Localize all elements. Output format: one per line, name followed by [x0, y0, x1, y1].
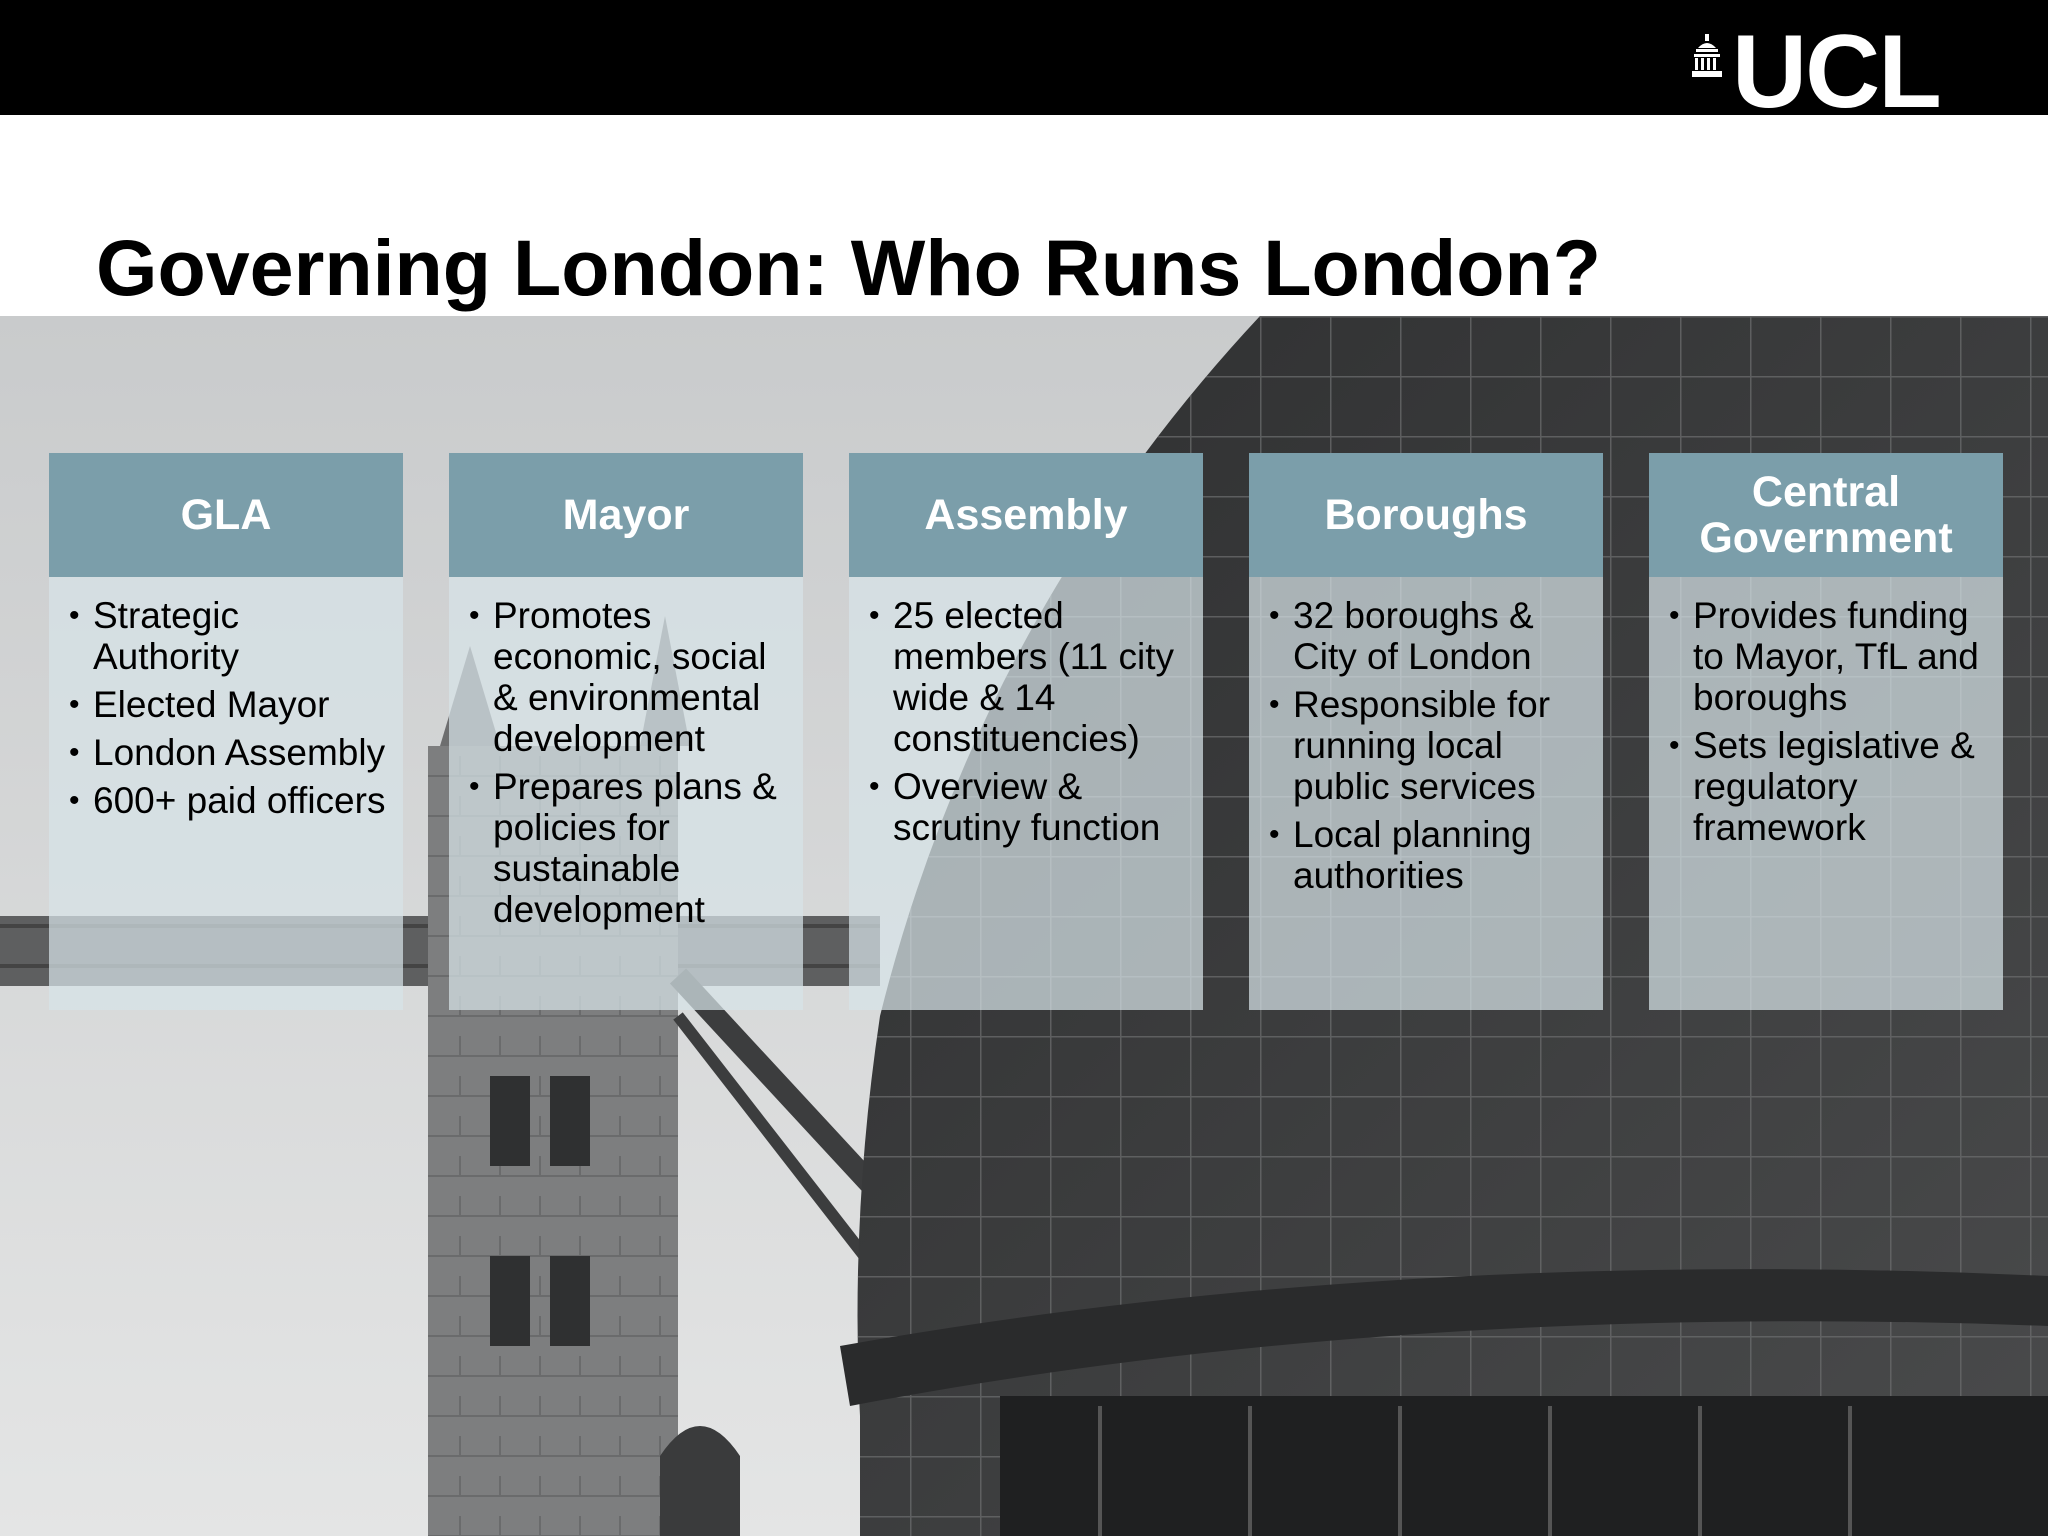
bullet-list [869, 595, 1193, 848]
ucl-logo [1692, 14, 1984, 130]
card-heading: Mayor [449, 453, 803, 577]
list-item: • Elected Mayor [69, 684, 393, 725]
slide-title: Governing London: Who Runs London? [96, 223, 1602, 312]
list-item: • Overview & scrutiny function [869, 766, 1193, 848]
card-body [1249, 577, 1603, 1010]
card-central-government [1649, 453, 2003, 1010]
bullet-list [469, 595, 793, 930]
list-item: • 25 elected members (11 city wide & 14 constituencies) [869, 595, 1193, 759]
list-item: • Sets legislative & regulatory framework [1669, 725, 1993, 848]
bullet-list [1669, 595, 1993, 848]
list-item: • Responsible for running local public services [1269, 684, 1593, 807]
list-item: • Local planning authorities [1269, 814, 1593, 896]
bullet-list [69, 595, 393, 821]
card-heading: Central Government [1649, 453, 2003, 577]
card-assembly [849, 453, 1203, 1010]
list-item: • 600+ paid officers [69, 780, 393, 821]
card-mayor [449, 453, 803, 1010]
card-heading: Assembly [849, 453, 1203, 577]
list-item: • London Assembly [69, 732, 393, 773]
bullet-list [1269, 595, 1593, 896]
card-gla [49, 453, 403, 1010]
list-item: • 32 boroughs & City of London [1269, 595, 1593, 677]
list-item: • Provides funding to Mayor, TfL and boroughs [1669, 595, 1993, 718]
list-item: • Prepares plans & policies for sustainable development [469, 766, 793, 930]
card-heading: Boroughs [1249, 453, 1603, 577]
card-body [849, 577, 1203, 1010]
card-body [1649, 577, 2003, 1010]
header-bar [0, 0, 2048, 130]
card-body [49, 577, 403, 1010]
card-body [449, 577, 803, 1010]
portico-icon [1692, 34, 1722, 78]
card-heading: GLA [49, 453, 403, 577]
list-item: • Strategic Authority [69, 595, 393, 677]
ucl-wordmark: UCL [1732, 14, 1940, 130]
list-item: • Promotes economic, social & environmental development [469, 595, 793, 759]
card-boroughs [1249, 453, 1603, 1010]
